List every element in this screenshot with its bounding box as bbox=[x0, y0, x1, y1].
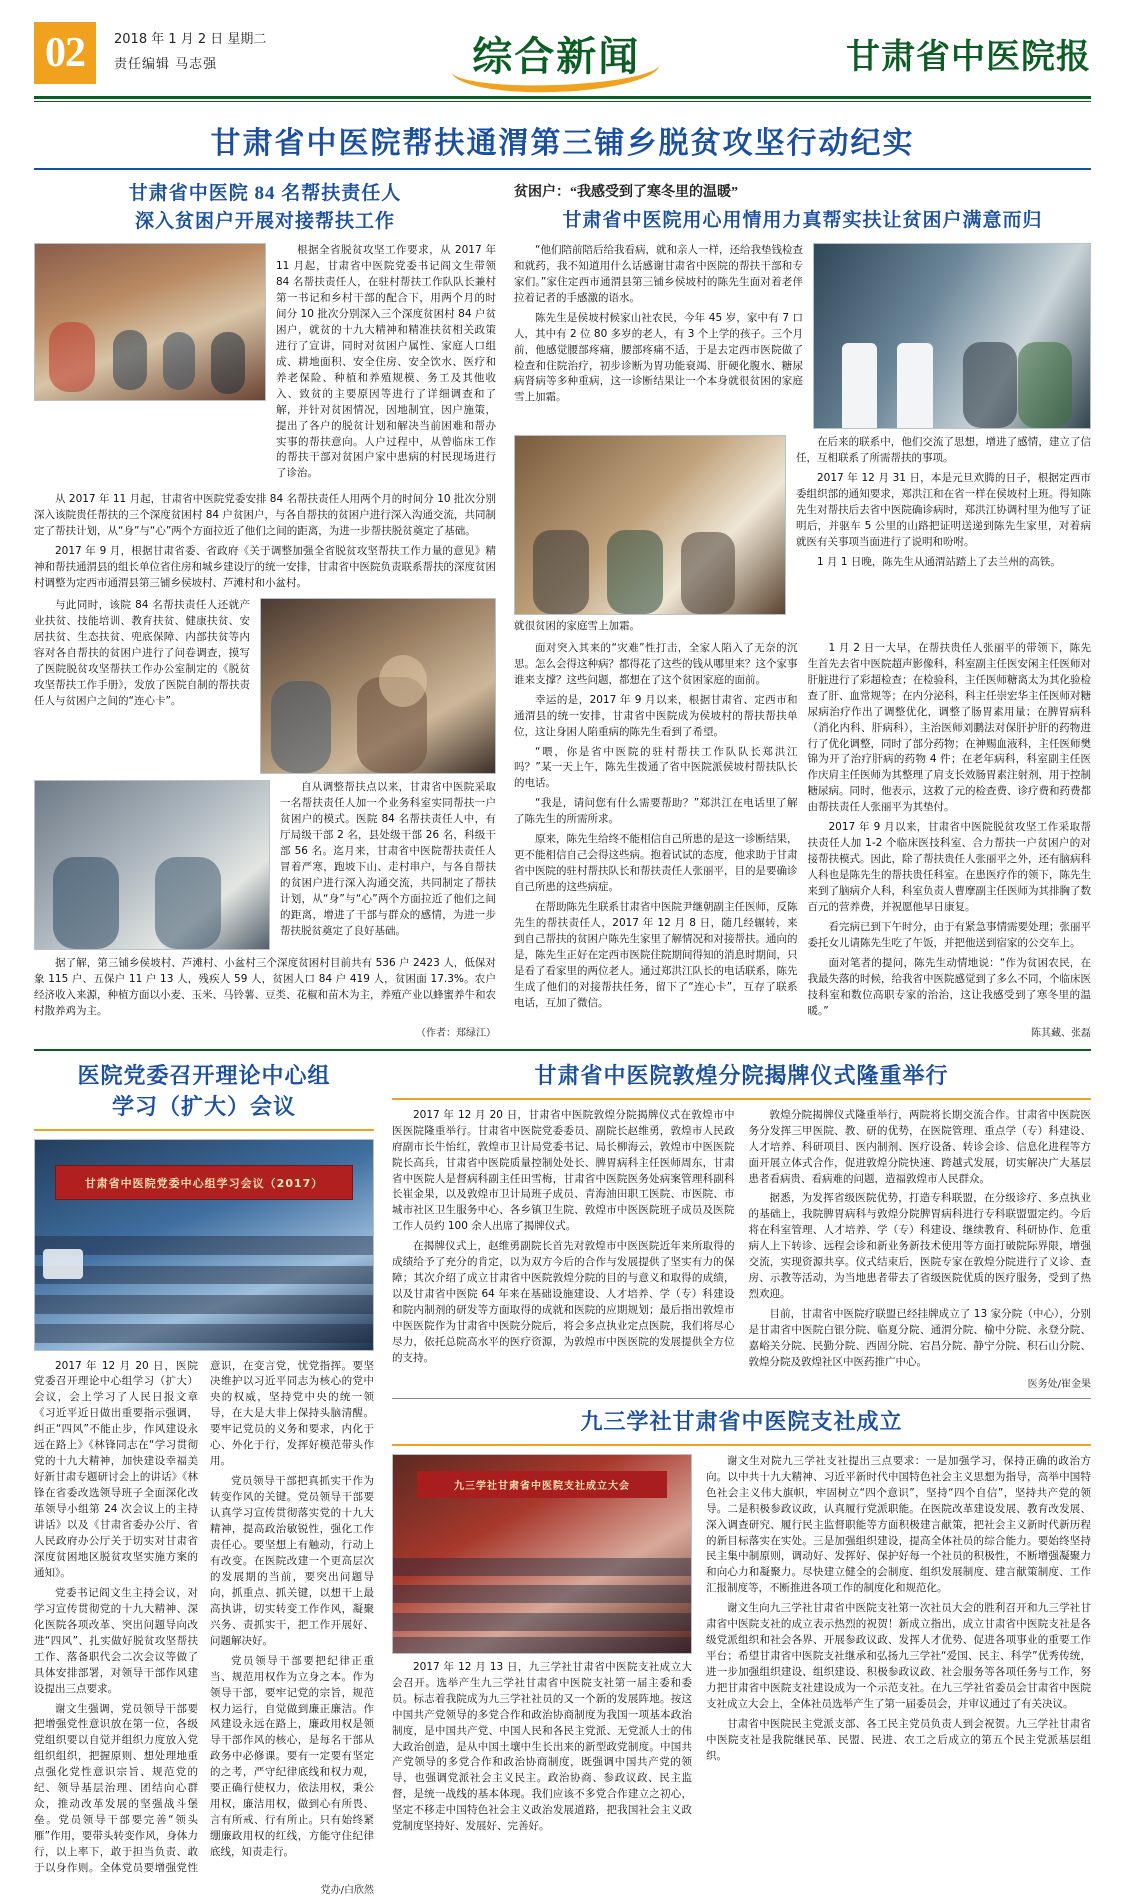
paragraph: 2017 年 12 月 20 日，医院党委召开理论中心组学习（扩大）会议，会上学习了人民日报文章《习近平近日做出重要指示强调，纠正“四风”不能止步，作风建设永远在路上》《林锋同志在“学习贯彻党的十九大精神，加快建设幸福美好新甘肃专题研讨会上的讲话》《林锋在省委改选领导班子全面深化改革领导小组第 24 次会议上的主持讲话》以及《甘肃省委办公厅、省人民政府办公厅关于切实对甘肃省深度贫困地区脱贫攻坚实施方案的通知》。 bbox=[34, 1359, 198, 1579]
jiusan-title: 九三学社甘肃省中医院支社成立 bbox=[580, 1408, 903, 1434]
jiusan-article bbox=[392, 1407, 1091, 1839]
party-committee-title-line1: 医院党委召开理论中心组 bbox=[77, 1062, 331, 1088]
left-story-body-b bbox=[34, 492, 496, 592]
right-story-author: 陈其藏、张磊 bbox=[1031, 1027, 1091, 1039]
photo-banner-text: 甘肃省中医院党委中心组学习会议（2017） bbox=[55, 1165, 352, 1201]
left-photo-2 bbox=[260, 598, 496, 774]
right-story-body-c bbox=[514, 641, 798, 1012]
paragraph: 1 月 1 日晚，陈先生从通渭站踏上了去兰州的高铁。 bbox=[817, 555, 1061, 568]
mid-divider bbox=[34, 1049, 1091, 1051]
paragraph: 看完病已到下午时分，由于有紧急事情需要处理；张丽平委托女儿请陈先生吃了午饭，并把他送到宿家的公交车上。 bbox=[807, 921, 1091, 949]
paragraph: 陈先生是侯坡村候家山社农民，今年 45 岁，家中有 7 口人，其中有 2 位 80 多岁的老人，有 3 个上学的孩子。三个月前，他感觉腰部疼痛，腰部疼痛不适，于是去定西市医院做了检查和住院治疗，初步诊断为胃功能衰竭、肝硬化腹水、糖尿病肾病等多种重病，这一诊断结果让一个本身就很贫困的家庭雪上加霜。 bbox=[514, 311, 803, 404]
left-photo-3 bbox=[34, 780, 270, 950]
right-photo-1 bbox=[813, 243, 1091, 429]
paragraph: 2017 年 12 月 13 日，九三学社甘肃省中医院支社成立大会召开。选举产生九三学社甘肃省中医院支社第一届主委和委员。标志着我院成为九三学社社员的又一个新的发展阵地。按这中国共产党领导的多党合作和政治协商制度为我国一项基本政治制度，是中国共产党、中国人民和各民主党派、无党派人士的伟大政治创造，是从中国土壤中生长出来的新型政党制度。中国共产党领导的多党合作和政治协商制度，既强调中国共产党的领导，也强调党派社会主义民主。政治协商、参政议政、民主监督，是统一战线的基本体现。我们应该不多党合作建立之初心，坚定不移走中国特色社会主义政治发展道路，把我国社会主义政党制度坚持好、发展好、完善好。 bbox=[392, 1660, 692, 1833]
section-title-wrap bbox=[266, 25, 846, 82]
issue-date: 2018 年 1 月 2 日 星期二 bbox=[114, 32, 267, 48]
dunhuang-title: 甘肃省中医院敦煌分院揭牌仪式隆重举行 bbox=[534, 1062, 949, 1088]
paragraph: 2017 年 9 月，根据甘肃省委、省政府《关于调整加强全省脱贫攻坚帮扶工作力量的意见》精神和帮扶通渭县的组长单位省住房和城乡建设厅的统一安排，甘肃省中医院负责联系帮扶的深度贫困村调整为定西市通渭县第三铺乡侯坡村、芦滩村和小盆村。 bbox=[34, 545, 496, 590]
paragraph: 在揭牌仪式上，赵维勇副院长首先对敦煌市中医医院近年来所取得的成绩给予了充分的肯定，以为双方今后的合作与发展提供了坚实有力的保障；其次介绍了成立甘肃省中医院敦煌分院的目的与意义和取得的成绩，以及甘肃省中医院 64 年来在基础设施建设、人才培养、学（专）科建设和院内制剂的研发等方面取得的成就和医院的应期规划；最后指出敦煌市中医医院作为甘肃省中医院分院后，将会多点执业定点医院，我们将尽心尽力，依托总院高水平的医疗资源，为敦煌市中医医院的发展提供全方位的支持。 bbox=[392, 1240, 735, 1365]
paragraph: 1 月 2 日一大早，在帮扶贵任人张丽平的带领下，陈先生首先去省中医院超声影像科，科室副主任医安闲主任医师对肝脏进行了彩超检查；在检验科，主任医师糖离太为其化验检查了肝、血常规等；在内分泌科，科主任崇宏华主任医师对糖尿病治疗作出了调整优化，调整了肠胃素用量；在脾胃病科（消化内科、肝病科），主治医师刘鹏法对保肝护肝的药物进行了优化调整，同时了部分药物；在神赐血液科，主任医师樊锦为开了治疗肝病的药物 4 件；在老年病科，科室副主任医作庆肩主任医师为其整理了肩支长效肠胃素注射剂，用于控制糖尿病。同时，他表示，这救了元的检查费、诊疗费和药费都由帮扶责任人张丽平为其垫付。 bbox=[807, 641, 1091, 814]
jiusan-photo-image bbox=[393, 1455, 691, 1653]
top-section bbox=[34, 180, 1091, 1039]
paragraph: 党委书记阎文生主持会议，对学习宣传贯彻党的十九大精神、深化医院各项改革、突出问题导向改进“四风”、扎实做好脱贫攻坚帮扶工作、落备职代会二次会议等做了具体安排部署，对领导干部作风建设提出三点要求。 bbox=[34, 1586, 198, 1695]
left-story-body-e bbox=[34, 956, 496, 1020]
right-story-title: 甘肃省中医院用心用情用力真帮实扶让贫困户满意而归 bbox=[562, 210, 1043, 232]
party-committee-rule bbox=[34, 1129, 374, 1131]
right-photo-2 bbox=[514, 435, 786, 615]
masthead bbox=[34, 0, 1091, 92]
masthead-rule bbox=[34, 96, 1091, 99]
left-story-body-c bbox=[34, 598, 250, 710]
bottom-right-divider bbox=[392, 1398, 1091, 1399]
left-photo-1 bbox=[34, 243, 266, 401]
paragraph: 面对突入其来的“灾难”性打击，全家人陷入了无奈的沉思。怎么会得这种病？都得花了这些的钱从哪里来？这个家事谁来支撑？这些问题，都想在了这个贫困家庭的面前。 bbox=[514, 641, 798, 686]
dunhuang-rule bbox=[392, 1098, 1091, 1100]
issue-editor: 责任编辑 马志强 bbox=[114, 57, 218, 72]
bottom-right-column bbox=[392, 1061, 1091, 1896]
page-number: 02 bbox=[34, 22, 96, 84]
paragraph: 谢文生对院九三学社支社提出三点要求：一是加强学习，保持正确的政治方向。以中共十九大精神、习近平新时代中国特色社会主义思想为指导，高举中国特色社会主义伟大旗帜，牢固树立“四个意识”，坚持“四个自信”，坚持共产党的领导。二是积极参政议政，认真履行党派职能。在医院改革建设发展、教育改发展、深入调查研究、履行民主监督职能等方面积极建言献策，把社会主义新时代新历程的新目标落实在实处。三是加强组织建设，提高全体社员的综合能力。要始终坚持民主集中制原则，调动好、发挥好、保护好每一个社员的积极性，不断增强凝聚力和向心力和凝聚力。尽快建立健全的会制度、组织发展制度、建言献策制度、工作汇报制度等，不断推进各项工作的制度化和规范化。 bbox=[706, 1454, 1091, 1595]
paragraph: 敦煌分院揭牌仪式隆重举行，两院将长期交流合作。甘肃省中医院医务分发挥三甲医院、教、研的优势，在医院管理、重点学（专）科建设、人才培养、科研项目、医内制剂、医疗设备、转诊会诊、信息化进程等方面开展立体式合作，促进敦煌分院快速、跨越式发展，切实解决广大基层患者看病贵、看病难的问题，造福敦煌市人民群众。 bbox=[748, 1108, 1091, 1185]
paragraph: 根据全省脱贫攻坚工作要求，从 2017 年 11 月起，甘肃省中医院党委书记阎文生带领 84 名帮扶责任人，在驻村帮扶工作队队长兼村第一书记和乡村干部的配合下，用两个月的时间分 10 批次分别深入三个深度贫困村 84 户贫困户，就贫的十九大精神和精准扶贫相关政策进行了宣讲，同时对贫困户属性、家庭人口组成、耕地面积、安全住房、安全饮水、医疗和养老保险、种植和养殖规模、务工及其他收入、致贫的主要原因等进行了详细调查和了解，并针对贫困情况，因地制宜，因户施策，提出了各户的脱贫计划和解决当前困难和帮办实事的帮扶意向。人户过程中，从曾临床工作的帮扶干部对贫困户家中患病的村民现场进行了诊治。 bbox=[276, 244, 496, 480]
bottom-section bbox=[34, 1061, 1091, 1896]
paragraph: “他们陪前陪后给我看病，就和亲人一样，还给我垫钱检查和就药，我不知道用什么话感谢甘肃省中医院的帮扶干部和专家们。”家住定西市通渭县第三铺乡侯坡村的陈先生面对着老伴拉着记者的手感激的语水。 bbox=[514, 243, 803, 304]
party-committee-title bbox=[34, 1061, 374, 1123]
left-story-title bbox=[34, 180, 496, 235]
left-photo-3-image bbox=[35, 781, 269, 949]
party-committee-sign: 党办/白欣然 bbox=[320, 1885, 374, 1896]
right-story-body-a bbox=[514, 243, 803, 407]
left-story-title-line2: 深入贫困户开展对接帮扶工作 bbox=[134, 210, 395, 232]
paragraph: 在帮助陈先生联系甘肃省中医院尹继朝副主任医师，反陈先生的帮扶责任人，2017 年 12 月 8 日，随几经辗转，来到自己帮扶的贫困户陈先生家里了解情况和对接帮扶。通向的是，陈先生正好在定西市医院住院期间得知的消息时期间，只是看了看家里的两位老人。通过郑洪江队长的电话联系，陈先生成了他们的对接帮扶任务，留下了“连心卡”，互存了联系电话，互加了微信。 bbox=[514, 901, 798, 1009]
section-title-text: 综合新闻 bbox=[472, 33, 641, 79]
left-story-body-d bbox=[280, 780, 496, 940]
dunhuang-body-a bbox=[392, 1108, 735, 1367]
party-committee-article bbox=[34, 1061, 374, 1896]
party-committee-photo bbox=[34, 1139, 374, 1351]
masthead-rule-thin bbox=[34, 101, 1091, 102]
right-story-body-d bbox=[808, 641, 1092, 1020]
paragraph: 据悉，为发挥省级医院优势，打造专科联盟，在分级诊疗、多点执业的基础上，我院脾胃病科与敦煌分院脾胃病科进行专科联盟盟定约。今后将在科室管理、人才培养、学（专）科建设、继续教育、科研协作、危重病人上下转诊、远程会诊和新业务新技术使用等方面打破院际界限，增强交流，实现资源共享。仪式结束后，医院专家在敦煌分院进行了义诊、查房、示教等活动，为当地患者带去了省级医院优质的医疗服务，受到了热烈欢迎。 bbox=[748, 1192, 1091, 1301]
paragraph: 谢文生强调，党员领导干部要把增强党性意识放在第一位，各级党组织要以自觉并组织力度放入党组织组织，把握原则、想处理地重点强化党性意识宗旨、规范党的纪、领导基层治理、团结向心群众，推动改革发展的坚强战斗堡垒。党员领导干部要完善“领头雁”作用，要带头转变作风，身体力行，以上率下，敢于担当负责、敢于以身作则。全体党员要增强党性意识，在变言党，忧党指挥。要坚决维护以习近平同志为核心的党中央的权威，坚持党中央的统一领导，在大是大非上保持头脑清醒。要牢记党员的义务和要求，内化于心、外化于行，发挥好模范带头作用。 bbox=[34, 1359, 374, 1875]
left-photo-1-image bbox=[35, 244, 265, 400]
paragraph: “喂，你是省中医院的驻村帮扶工作队队长郑洪江吗？”某一天上午，陈先生拨通了省中医院派侯坡村帮扶队长的电话。 bbox=[514, 745, 798, 790]
paragraph: 从 2017 年 11 月起，甘肃省中医院党委安排 84 名帮扶责任人用两个月的时间分 10 批次分别深入该院贵任帮扶的三个深度贫困村 84 户贫困户，与各自帮扶的贫困户进行深入沟通交流，共同制定了帮扶计划，从“身”与“心”两个方面拉近了他们之间的距离，为进一步帮扶脱贫奠定了基础。 bbox=[34, 493, 496, 538]
paragraph: 据了解，第三铺乡侯坡村、芦滩村、小盆村三个深度贫困村目前共有 536 户 2423 人，低保对象 115 户、五保户 11 户 13 人，残疾人 59 人，贫困人口 84 户 419 人，贫困面 17.3%。农户经济收入来源，种植方面以小麦、玉米、马铃薯、豆类、花椒和苗木为主，养殖产业以蜂蜜养牛和农村散养鸡为主。 bbox=[34, 957, 496, 1017]
jiusan-body-a bbox=[392, 1660, 692, 1835]
paper-name: 甘肃省中医院报 bbox=[846, 38, 1091, 76]
left-story bbox=[34, 180, 496, 1039]
paragraph: 2017 年 12 月 20 日，甘肃省中医院敦煌分院揭牌仪式在敦煌市中医医院隆重举行。甘肃省中医院党委委员、副院长赵维勇，敦煌市人民政府副市长牛怡红，敦煌市卫计局党委书记、局长柳海云，敦煌市中医医院院长高兵，甘肃省中医院质量控制处处长、脾胃病科主任医师周东，甘肃省中医院人是督病科副主任田雪梅，甘肃省中医院医务处病案管理科副科长崔金果，以及敦煌市卫计局班子成员、青海油田职工医院、市医院、市城市社区卫生服务中心、各乡镇卫生院、敦煌市中医医院班子成员及医院工作人员约 100 余人出席了揭牌仪式。 bbox=[392, 1108, 735, 1233]
paragraph: 2017 年 12 月 31 日，本是元旦欢腾的日子，根据定西市委组织部的通知要求，郑洪江和在省一样在侯坡村上班。得知陈先生对帮扶后去省中医院确诊病时，郑洪江协调村里为他写了证明后，并驱车 5 公里的山路把证明送递到陈先生家里，对着病就医有关事项当面进行了说明和吩咐。 bbox=[796, 471, 1091, 548]
left-story-title-line1: 甘肃省中医院 84 名帮扶责任人 bbox=[128, 183, 402, 204]
dunhuang-article bbox=[392, 1061, 1091, 1390]
paragraph: 面对笔者的提问，陈先生动情地说：“作为贫困农民，在我最失落的时候，给我省中医院感觉到了多么不同，个临床医技科室和数位高职专家的治治，这让我感受到了寒冬里的温暖。” bbox=[807, 956, 1091, 1017]
right-photo-2-caption: 就很贫困的家庭雪上加霜。 bbox=[514, 619, 640, 632]
left-story-author: （作者：郑绿江） bbox=[416, 1027, 496, 1039]
paragraph: 原来，陈先生给终不能相信自己所患的是这一诊断结果，更不能相信自己会得这些病。抱着试试的态度，他求助于甘肃省中医院的驻村帮扶队长和帮扶责任人张丽平，目的是要确诊自己所患的这些病症。 bbox=[514, 833, 798, 894]
paragraph: 2017 年 9 月以来，甘肃省中医院脱贫攻坚工作采取帮扶责任人加 1-2 个临床医技科室、合力帮扶一户贫困户的对接帮扶模式。因此，除了帮扶贵任人张丽平之外，还有脑病科人科也是陈先生的帮扶贵任科室。在患医疗作的领下，陈先生来到了脑病介人科，科室负责人曹摩副主任医师为其排胸了数百元的营养费，并祝愿他早日康复。 bbox=[807, 821, 1091, 914]
right-photo-1-image bbox=[814, 244, 1090, 428]
jiusan-photo bbox=[392, 1454, 692, 1654]
party-committee-body bbox=[34, 1359, 374, 1878]
section-title bbox=[466, 25, 646, 82]
headline-rule bbox=[34, 168, 1091, 170]
right-story-body-b bbox=[796, 435, 1091, 571]
dunhuang-sign: 医务处/崔金果 bbox=[1027, 1378, 1091, 1390]
paragraph: 甘肃省中医院民主党派支部、各工民主党员负责人到会祝贺。九三学社甘肃省中医院支社是我院继民革、民盟、民进、农工之后成立的第五个民主党派基层组织。 bbox=[706, 1718, 1091, 1762]
paragraph: 自从调整帮扶点以来，甘肃省中医院采取一名帮扶责任人加一个业务科室实同帮扶一户贫困户的模式。医院 84 名帮扶责任人中，有厅局级干部 2 名，县处级干部 26 名，科级干部 56 名。迄月来，甘肃省中医院帮扶责任人冒着严寒，跑坡下山、走村串户，与各自帮扶的贫困户进行深入沟通交流，共同制定了帮扶计划，从“身”与“心”两个方面拉近了他们之间的距离，增进了干部与群众的感情，为进一步帮扶脱贫奠定了良好基础。 bbox=[280, 781, 496, 937]
paragraph: 幸运的是，2017 年 9 月以来，根据甘肃省、定西市和通渭县的统一安排，甘肃省中医院成为侯坡村的帮扶帮扶单位，这让身困人陷重病的陈先生看到了希望。 bbox=[514, 693, 798, 738]
left-story-body-a bbox=[276, 243, 496, 482]
dunhuang-body-b bbox=[749, 1108, 1092, 1371]
paragraph: 目前，甘肃省中医院疗联盟已经挂牌成立了 13 家分院（中心），分别是甘肃省中医院白银分院、临夏分院、通渭分院、榆中分院、永登分院、嘉峪关分院、民勤分院、西固分院、宕昌分院、静宁分院、积石山分院、敦煌分院及敦煌社区中医药推广中心。 bbox=[748, 1308, 1091, 1369]
paragraph: 党员领导干部要把纪律正重当、规范用权作为立身之本。作为领导干部，要牢记党的宗旨，规范权力运行，自觉做到廉正廉洁。作风建设永远在路上，廉政用权是领导干部作风的核心，是每名干部从政务中必修课。要有一定要有坚定的之考，严守纪律底线和权力观，要正确行使权力，依法用权，秉公用权，廉洁用权，做到心有所畏、言有所戒、行有所止。只有始终紧绷廉政用权的红线，方能守住纪律底线，知责走行。 bbox=[210, 1654, 374, 1859]
paragraph: 谢文生向九三学社甘肃省中医院支社第一次社员大会的胜利召开和九三学社甘肃省中医院支社的成立表示热烈的祝贺！新成立指出，成立甘肃省中医院支社是各级党派组织和社会各界、开展参政议政、发挥人才优势、促进各项事业的重要工作平台；希望甘肃省中医院支社继承和弘扬九三学社“爱国、民主、科学”优秀传统，进一步加强组织建设、组织建设、积极参政议政、社会服务等各项任务与工作，努力把甘肃省中医院支社建设成为一个示范支社。在九三学社省委员会甘肃省中医院支社成立大会上，全体社员选举产生了第一届委员会，并审议通过了有关决议。 bbox=[706, 1602, 1091, 1711]
issue-info bbox=[114, 28, 266, 77]
party-committee-photo-image bbox=[35, 1140, 373, 1350]
paragraph: 党员领导干部把真抓实干作为转变作风的关键。党员领导干部要认真学习宣传贯彻落实党的十九大精神，提高政治敏锐性，强化工作责任心。要坚想上有触动，行动上有改变。在医院改建一个更高层次的发展期的当前，要突出问题导向，抓重点、抓关键，以想干上最高执讲，切实转变工作作风，凝聚兴务、责抓实干，把工作开展好、问题解决好。 bbox=[210, 1475, 374, 1647]
paragraph: 在后来的联系中，他们交流了思想，增进了感情，建立了信任，互相联系了所需帮扶的事项。 bbox=[796, 435, 1091, 464]
left-photo-2-image bbox=[261, 599, 495, 773]
main-headline: 甘肃省中医院帮扶通渭第三铺乡脱贫攻坚行动纪实 bbox=[210, 127, 915, 160]
right-story-quote-title: 贫困户：“我感受到了寒冬里的温暖” bbox=[514, 185, 738, 200]
right-story bbox=[514, 180, 1091, 1039]
right-photo-2-image bbox=[515, 436, 785, 614]
paragraph: 与此同时，该院 84 名帮扶责任人还就产业扶贫、技能培训、教育扶贫、健康扶贫、安居扶贫、生态扶贫、兜底保障、内部扶贫等内容对各自帮扶的贫困户进行了问卷调查，摸写了医院脱贫攻坚帮扶工作办公室制定的《脱贫攻坚帮扶工作手册》，发放了医院自制的帮扶责任人与贫困户之间的“连心卡”。 bbox=[34, 599, 250, 707]
party-committee-title-line2: 学习（扩大）会议 bbox=[111, 1093, 296, 1119]
paragraph: “我是，请问您有什么需要帮助？”郑洪江在电话里了解了陈先生的所需所求。 bbox=[514, 797, 798, 826]
jiusan-rule bbox=[392, 1444, 1091, 1446]
jiusan-photo-banner: 九三学社甘肃省中医院支社成立大会 bbox=[417, 1471, 667, 1499]
jiusan-body-b bbox=[706, 1454, 1091, 1765]
